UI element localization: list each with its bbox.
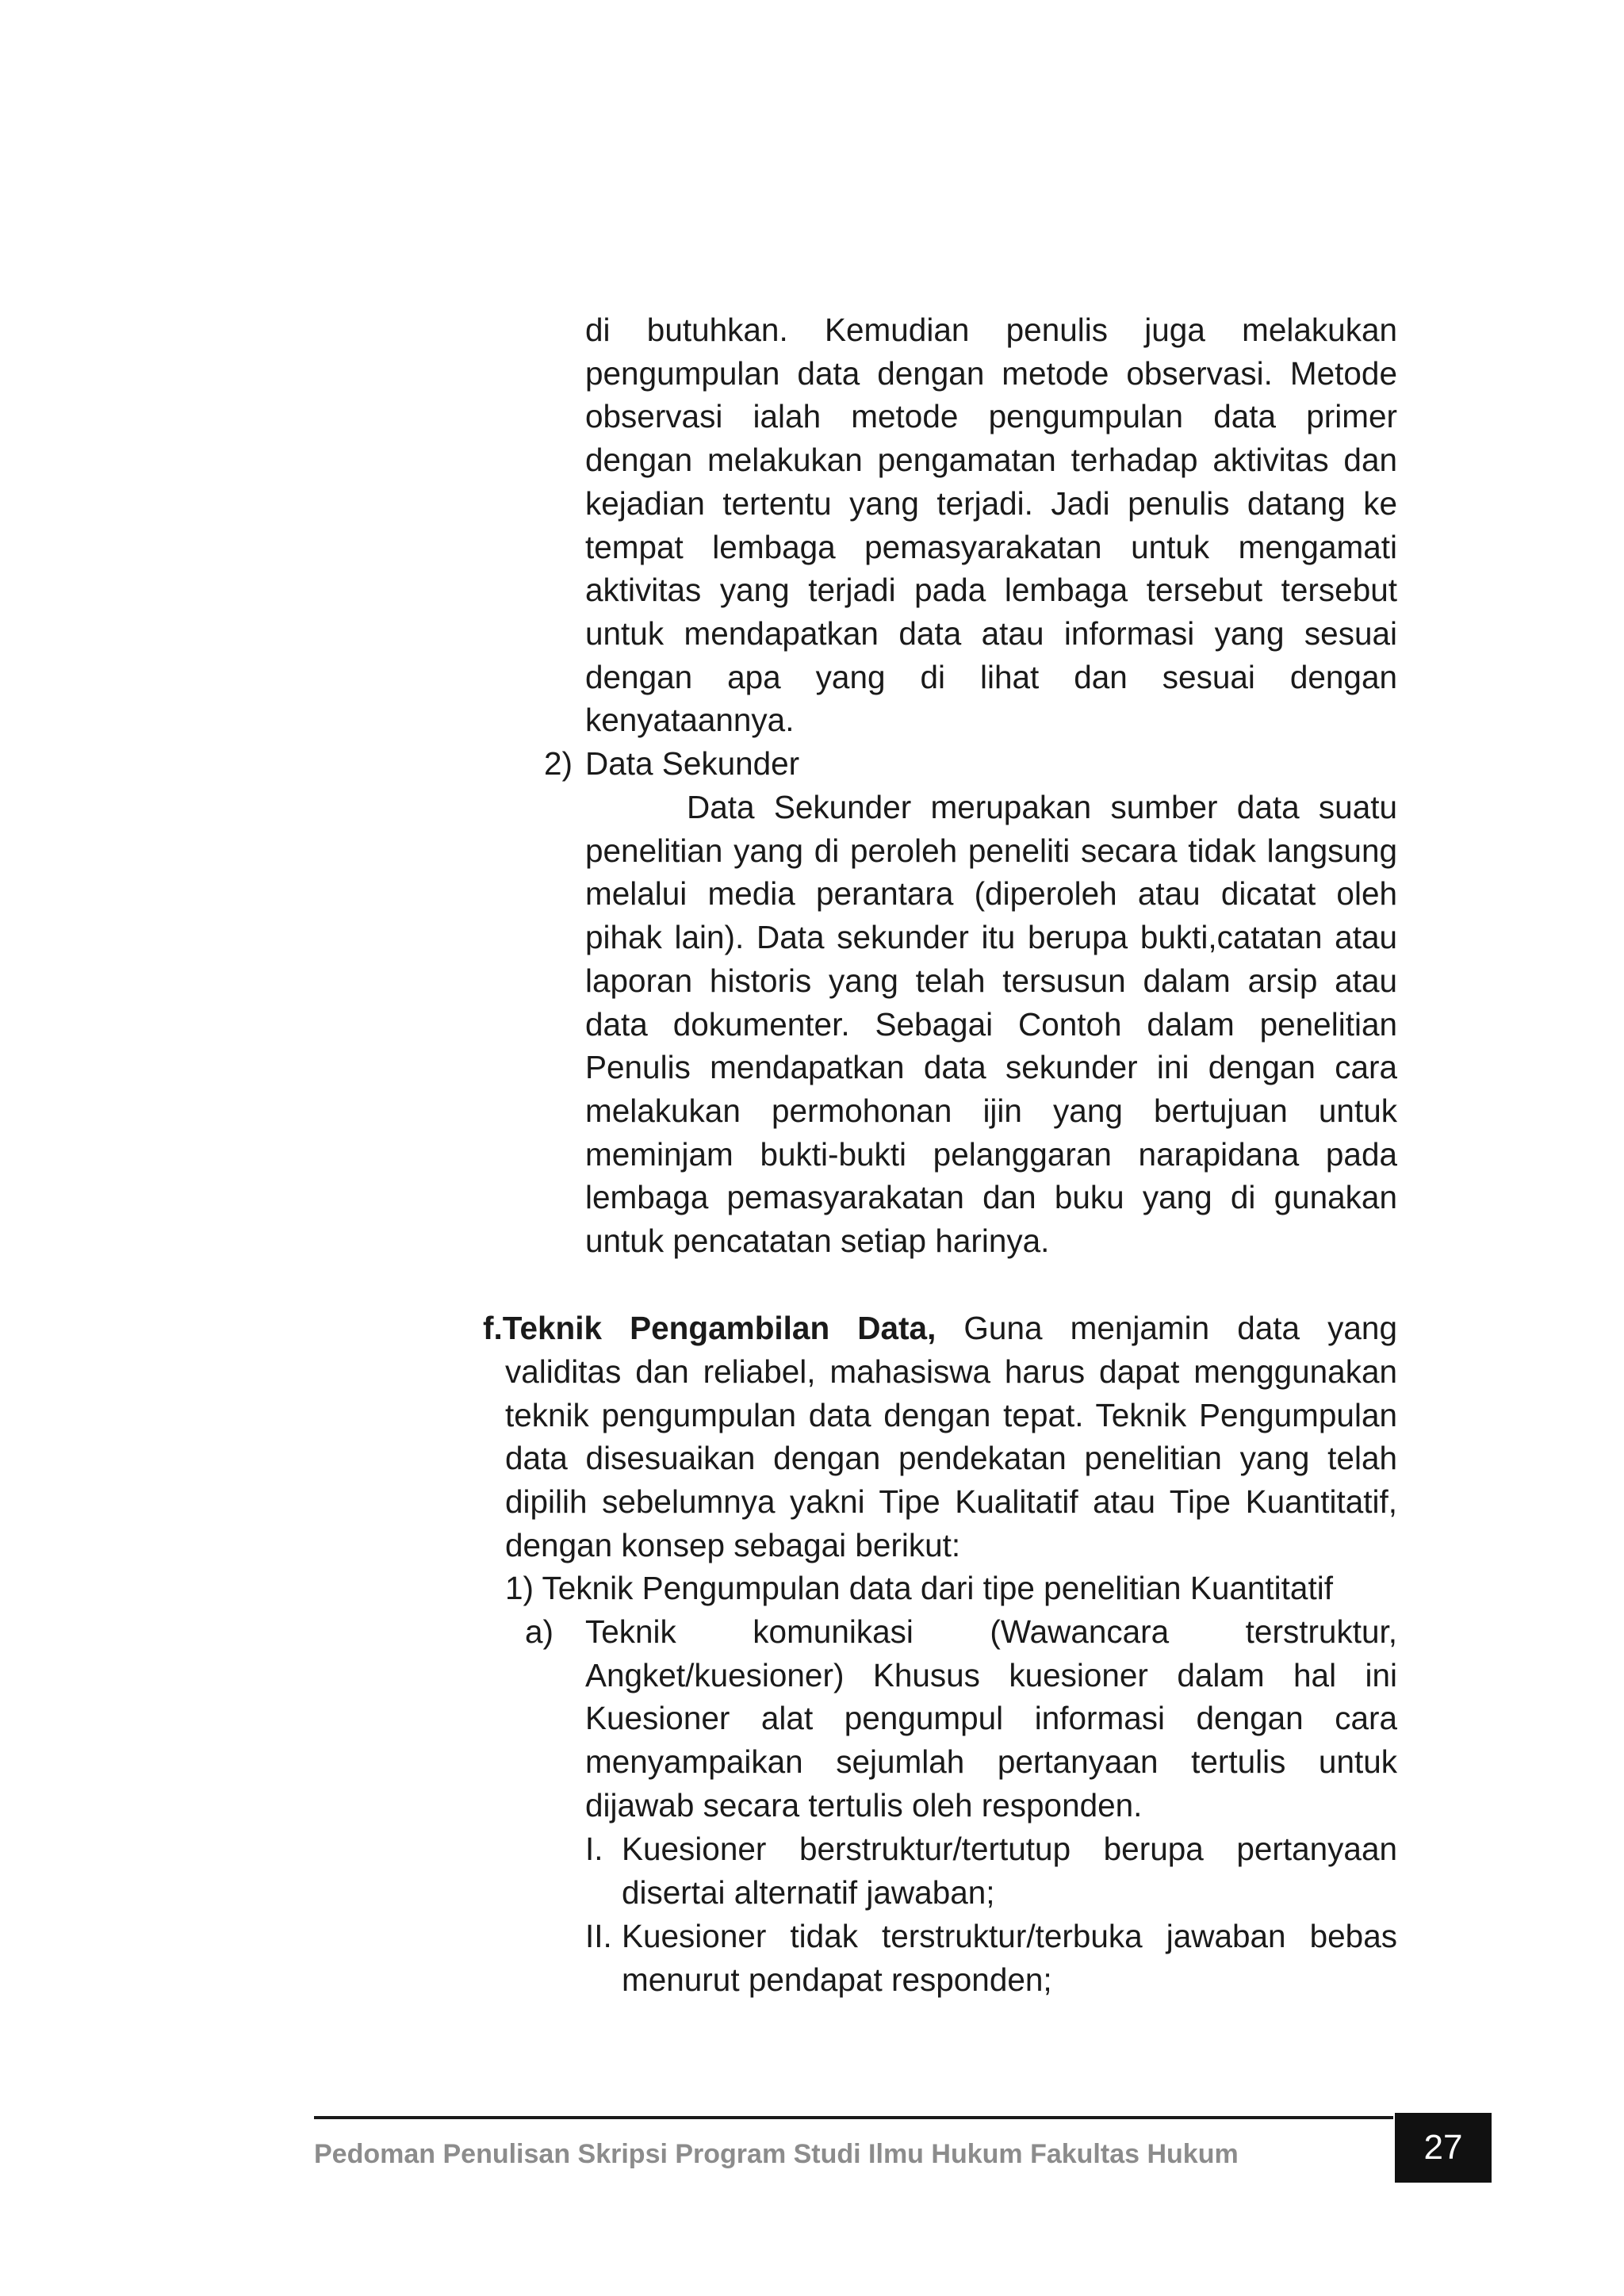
paragraph-data-sekunder: Data Sekunder merupakan sumber data suatu penelitian yang di peroleh peneliti secara tidak langsung melalui media perantara (diperoleh atau dicatat oleh pihak lain). Data sekunder itu berupa bukti,catatan atau laporan historis yang telah tersusun dalam arsip atau data dokumenter. Sebagai Contoh dalam penelitian Penulis mendapatkan data sekunder ini dengan cara melakukan permohonan ijin yang bertujuan untuk meminjam bukti-bukti pelanggaran narapidana pada lembaga pemasyarakatan dan buku yang di gunakan untuk pencatatan setiap harinya. xyxy=(585,789,1397,1260)
list-marker-roman-1: I. xyxy=(585,1831,603,1867)
page-number: 27 xyxy=(1395,2113,1492,2183)
heading-text: Data Sekunder xyxy=(585,745,800,782)
list-number: 2) xyxy=(544,745,573,782)
footer-title: Pedoman Penulisan Skripsi Program Studi Ilmu Hukum Fakultas Hukum xyxy=(314,2139,1239,2169)
list-marker-roman-2: II. xyxy=(585,1918,612,1954)
section-f-marker: f. xyxy=(483,1310,503,1346)
list-text-roman-2: Kuesioner tidak terstruktur/terbuka jawaban bebas menurut pendapat responden; xyxy=(622,1918,1397,1998)
section-f-first-text: Guna menjamin data yang xyxy=(963,1310,1397,1346)
list-marker-a: a) xyxy=(525,1613,554,1650)
list-item-a-text: Teknik komunikasi (Wawancara terstruktur, Angket/kuesioner) Khusus kuesioner dalam hal ini Kuesioner alat pengumpul informasi dengan cara menyampaikan sejumlah pertanyaan tertulis untuk dijawab secara tertulis oleh responden. xyxy=(585,1613,1397,1823)
list-item-1: 1) Teknik Pengumpulan data dari tipe penelitian Kuantitatif xyxy=(505,1570,1333,1606)
heading-data-sekunder xyxy=(544,742,1397,786)
section-f-body: validitas dan reliabel, mahasiswa harus dapat menggunakan teknik pengumpulan data dengan tepat. Teknik Pengumpulan data disesuaikan dengan pendekatan penelitian yang telah dipilih sebelumnya yakni Tipe Kualitatif atau Tipe Kuantitatif, dengan konsep sebagai berikut: xyxy=(505,1353,1397,1563)
footer-divider xyxy=(314,2116,1393,2119)
section-f-label: Teknik Pengambilan Data, xyxy=(502,1310,936,1346)
paragraph-observasi: di butuhkan. Kemudian penulis juga melakukan pengumpulan data dengan metode observasi. Metode observasi ialah metode pengumpulan data primer dengan melakukan pengamatan terhadap aktivitas dan kejadian tertentu yang terjadi. Jadi penulis datang ke tempat lembaga pemasyarakatan untuk mengamati aktivitas yang terjadi pada lembaga tersebut tersebut untuk mendapatkan data atau informasi yang sesuai dengan apa yang di lihat dan sesuai dengan kenyataannya. xyxy=(585,312,1397,739)
section-f-first-line xyxy=(483,1307,1397,1350)
list-text-roman-1: Kuesioner berstruktur/tertutup berupa pertanyaan disertai alternatif jawaban; xyxy=(622,1831,1397,1911)
